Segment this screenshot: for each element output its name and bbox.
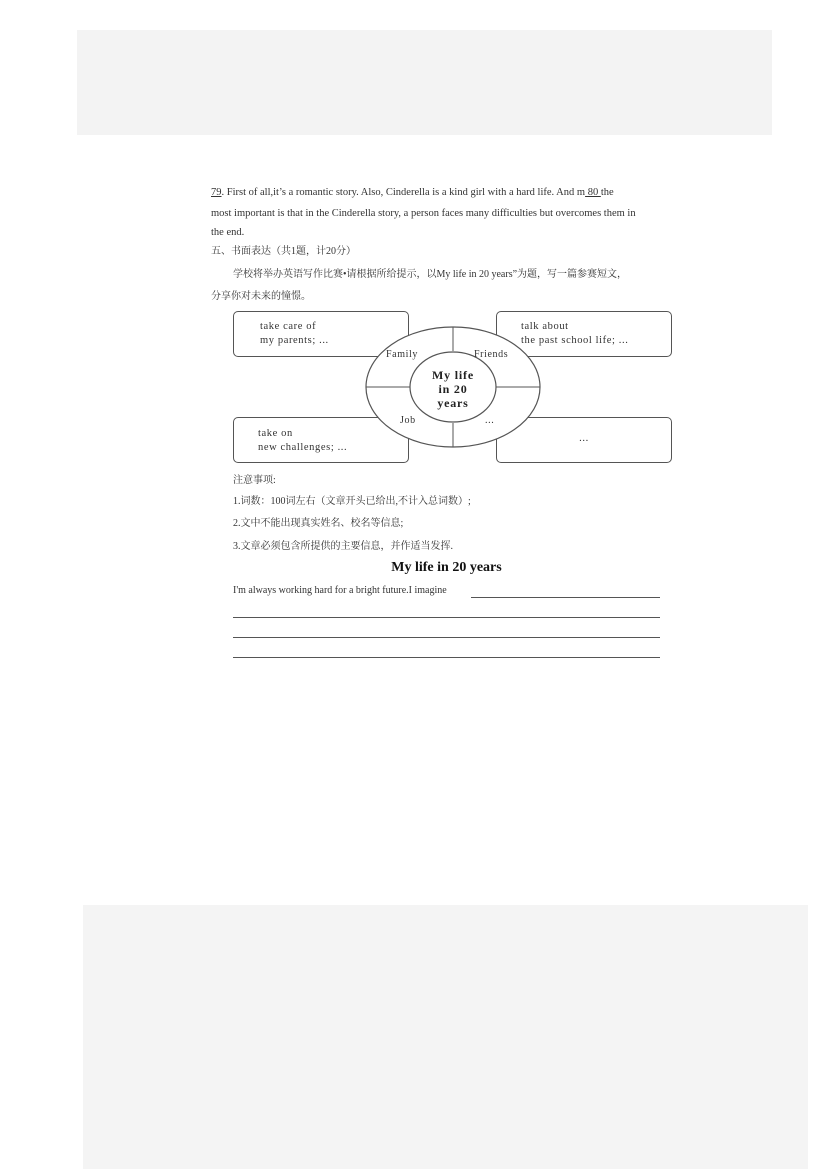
- center-title-line-2: in 20: [438, 382, 468, 396]
- passage-line-2: most important is that in the Cinderella story, a person faces many difficulties but overcomes them in: [211, 208, 636, 219]
- center-title-line-1: My life: [432, 368, 474, 382]
- notes-item-1: 1.词数：100词左右（文章开头已给出,不计入总词数）;: [233, 496, 471, 507]
- passage-line-1-text-b: the: [600, 187, 614, 198]
- question-79-number: 79: [211, 187, 222, 198]
- box-family-hint-line-1: take care of: [260, 321, 317, 332]
- section-prompt-line-1: 学校将举办英语写作比赛•请根据所给提示，以My life in 20 years”为题，写一篇参赛短文，: [233, 269, 628, 280]
- center-title-line-3: years: [437, 396, 469, 410]
- box-friends-hint-line-2: the past school life; ...: [521, 335, 629, 346]
- passage-line-1: [211, 186, 614, 200]
- section-prompt-line-2: 分享你对未来的憧憬。: [211, 291, 311, 302]
- box-job-hint-line-1: take on: [258, 428, 293, 439]
- essay-title: My life in 20 years: [391, 560, 502, 575]
- label-job: Job: [400, 415, 416, 426]
- box-more-hint-text: ...: [579, 433, 589, 444]
- question-80-blank: 80: [585, 187, 601, 198]
- box-friends-hint-line-1: talk about: [521, 321, 569, 332]
- writing-line-3[interactable]: [233, 637, 660, 638]
- label-friends: Friends: [474, 349, 509, 360]
- writing-line-1[interactable]: [471, 597, 660, 598]
- writing-line-4[interactable]: [233, 657, 660, 658]
- essay-opening: I'm always working hard for a bright future.I imagine: [233, 585, 447, 596]
- box-family-hint-line-2: my parents; ...: [260, 335, 329, 346]
- notes-item-3: 3.文章必须包含所提供的主要信息，并作适当发挥.: [233, 541, 453, 552]
- notes-heading: 注意事项:: [233, 475, 276, 486]
- section-heading: 五、书面表达（共1题，计20分）: [211, 246, 356, 257]
- box-job-hint-line-2: new challenges; ...: [258, 442, 348, 453]
- passage-line-1-text-a: . First of all,it’s a romantic story. Also, Cinderella is a kind girl with a hard life. And m: [221, 187, 586, 198]
- notes-item-2: 2.文中不能出现真实姓名、校名等信息;: [233, 518, 404, 529]
- mind-map-diagram: [233, 311, 673, 466]
- label-family: Family: [386, 349, 418, 360]
- writing-line-2[interactable]: [233, 617, 660, 618]
- passage-line-3: the end.: [211, 227, 245, 238]
- label-more: ...: [485, 415, 495, 426]
- bottom-gray-band: [83, 905, 808, 1169]
